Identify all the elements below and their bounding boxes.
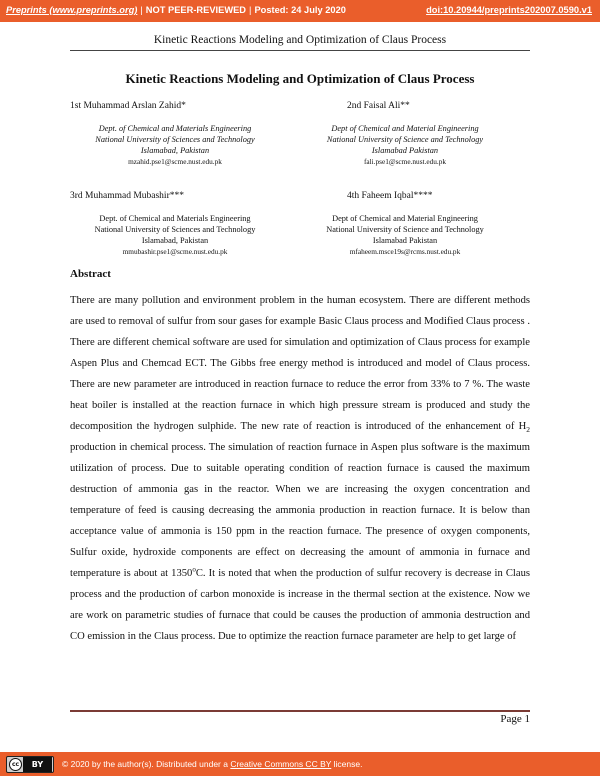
author-2-affiliation (300, 123, 510, 167)
author-4-name: 4th Faheem Iqbal**** (347, 191, 433, 201)
h2-subscript: 2 (526, 425, 530, 435)
author-4-dept: Dept of Chemical and Material Engineering (332, 214, 478, 223)
header-separator: | (140, 5, 143, 15)
cc-by-badge[interactable] (6, 756, 54, 773)
author-3-name: 3rd Muhammad Mubashir*** (70, 191, 184, 201)
author-2-name: 2nd Faisal Ali** (347, 101, 410, 111)
paper-title: Kinetic Reactions Modeling and Optimization of Claus Process (125, 71, 475, 86)
author-3-email[interactable]: mmubashir.pse1@scme.nust.edu.pk (122, 247, 228, 256)
doi-link[interactable]: doi:10.20944/preprints202007.0590.v1 (426, 5, 592, 15)
author-1-name: 1st Muhammad Arslan Zahid* (70, 101, 186, 111)
abstract-text-part-2: production in chemical process. The simulation of reaction furnace in Aspen plus software is the maximum utilization of process. Due to suitable operating condition of reaction furnace is caused the maximum destruction of ammonia gas in the reactor. When we are increasing the oxygen concentration and temperature of feed is causing decreasing the ammonia production in reaction furnace. It is below than acceptance value of ammonia is 150 ppm in the reaction furnace. The presence of oxygen components, Sulfur oxide, hydroxide components are effect on decreasing the amount of ammonia in furnace and temperature is about at 1350 (70, 442, 530, 579)
author-3-dept: Dept. of Chemical and Materials Engineering (99, 214, 251, 223)
author-2-univ: National University of Science and Technology (326, 135, 484, 144)
license-text (62, 759, 362, 769)
author-1-city: Islamabad, Pakistan (140, 146, 210, 155)
author-1-email[interactable]: mzahid.pse1@scme.nust.edu.pk (128, 157, 222, 166)
author-2-city: Islamabad Pakistan (371, 146, 439, 155)
cc-icon: cc (9, 758, 22, 771)
author-4-email[interactable]: mfaheem.msce19s@rcms.nust.edu.pk (349, 247, 461, 256)
running-title: Kinetic Reactions Modeling and Optimization of Claus Process (153, 34, 447, 46)
license-footer-bar (0, 752, 600, 776)
author-3-univ: National University of Sciences and Technology (94, 225, 256, 234)
abstract-text-part-3: C. It is noted that when the production of sulfur recovery is decrease in Claus process and the production of carbon monoxide is increase in the thermal section at the existence. Now we are work on parametric studies of furnace that could be causes the production of ammonia destruction and CO emission in the Claus process. Due to optimize the reaction furnace parameter are help to get large of (70, 568, 530, 642)
preprint-header-bar (0, 0, 600, 22)
header-separator: | (249, 5, 252, 15)
author-2-email[interactable]: fali.pse1@scme.nust.edu.pk (363, 157, 447, 166)
author-3-city: Islamabad, Pakistan (141, 236, 209, 245)
review-status: NOT PEER-REVIEWED (145, 5, 247, 15)
author-1-univ: National University of Sciences and Technology (95, 135, 255, 144)
degree-superscript: o (192, 565, 196, 574)
author-4-city: Islamabad Pakistan (372, 236, 438, 245)
author-4-affiliation (300, 213, 510, 257)
license-suffix: license. (331, 759, 363, 769)
abstract-heading: Abstract (70, 268, 111, 280)
abstract-body (70, 290, 530, 647)
cc-license-link[interactable]: Creative Commons CC BY (230, 759, 332, 769)
author-4-univ: National University of Science and Technology (326, 225, 484, 234)
posted-date: Posted: 24 July 2020 (254, 5, 346, 15)
header-divider (70, 50, 530, 51)
author-1-affiliation (70, 123, 280, 167)
author-3-affiliation (70, 213, 280, 257)
preprints-link[interactable]: Preprints (www.preprints.org) (6, 5, 138, 15)
author-1-dept: Dept. of Chemical and Materials Engineering (98, 124, 252, 133)
by-icon: BY (23, 757, 52, 772)
abstract-text-part-1: There are many pollution and environment problem in the human ecosystem. There are different methods are used to removal of sulfur from sour gases for example Basic Claus process and Modified Claus process . There are different chemical software are used for simulation and optimization of Claus process for example Aspen Plus and Chemcad ECT. The Gibbs free energy method is introduced and model of Claus process. There are new parameter are introduced in reaction furnace to reduce the error from 33% to 7 %. The waste heat boiler is installed at the reaction furnace in which high pressure stream is produced and study the decomposition the hydrogen sulphide. The new rate of reaction is introduced of the enhancement of H (70, 295, 530, 432)
page-number: Page 1 (500, 713, 530, 725)
footer-divider (70, 710, 530, 712)
author-2-dept: Dept of Chemical and Material Engineering (331, 124, 479, 133)
copyright-text: © 2020 by the author(s). Distributed under a (62, 759, 231, 769)
